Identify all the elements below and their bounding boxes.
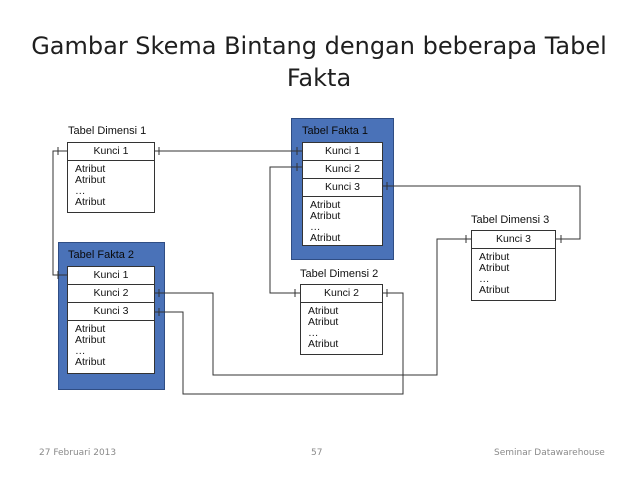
fakta1-key-1: Kunci 1 (303, 143, 382, 161)
fakta2-attributes (68, 321, 154, 368)
dim3-attr-4: Atribut (479, 284, 510, 296)
dim1-attributes (68, 161, 154, 208)
footer-date: 27 Februari 2013 (39, 448, 117, 458)
dim2-attr-2: Atribut (308, 316, 339, 328)
dim2-name: Tabel Dimensi 2 (300, 268, 379, 280)
dim2-key-1: Kunci 2 (301, 285, 382, 303)
fakta1-key-2: Kunci 2 (303, 161, 382, 179)
slide-title-line-2: Fakta (286, 64, 352, 92)
dim3-attr-2: Atribut (479, 262, 510, 274)
dim1-attr-3: … (75, 185, 86, 197)
dim1-attr-4: Atribut (75, 196, 106, 208)
dim1-name: Tabel Dimensi 1 (68, 125, 147, 137)
dim1-key-1: Kunci 1 (68, 143, 154, 161)
dim1-attr-1: Atribut (75, 163, 106, 175)
fakta2-attr-2: Atribut (75, 334, 106, 346)
dim3-attributes (472, 249, 555, 296)
dim3-attr-3: … (479, 273, 490, 285)
dim2-attr-4: Atribut (308, 338, 339, 350)
fakta1-attr-2: Atribut (310, 210, 341, 222)
fakta1-attributes (303, 197, 382, 244)
fakta1-attr-3: … (310, 221, 321, 233)
link-fakta1-dim2 (270, 167, 302, 293)
dim2-table (300, 284, 383, 355)
fakta2-attr-4: Atribut (75, 356, 106, 368)
dim3-name: Tabel Dimensi 3 (471, 214, 550, 226)
dim3-attr-1: Atribut (479, 251, 510, 263)
fakta2-table (67, 266, 155, 374)
fakta2-attr-3: … (75, 345, 86, 357)
slide-title-line-1: Gambar Skema Bintang dengan beberapa Tabel (31, 32, 607, 60)
fakta2-key-2: Kunci 2 (68, 285, 154, 303)
dim2-attr-3: … (308, 327, 319, 339)
fakta2-name: Tabel Fakta 2 (68, 249, 135, 261)
dim3-key-1: Kunci 3 (472, 231, 555, 249)
link-dim1-fakta2 (53, 151, 67, 275)
footer-event: Seminar Datawarehouse (494, 448, 605, 458)
dim1-attr-2: Atribut (75, 174, 106, 186)
fakta2-key-3: Kunci 3 (68, 303, 154, 321)
dim2-attributes (301, 303, 382, 350)
fakta1-attr-1: Atribut (310, 199, 341, 211)
dim3-table (471, 230, 556, 301)
footer-page-number: 57 (311, 448, 323, 458)
fakta2-attr-1: Atribut (75, 323, 106, 335)
fakta2-key-1: Kunci 1 (68, 267, 154, 285)
fakta1-table (302, 142, 383, 246)
fakta1-attr-4: Atribut (310, 232, 341, 244)
dim1-table (67, 142, 155, 213)
fakta1-name: Tabel Fakta 1 (302, 125, 369, 137)
dim2-attr-1: Atribut (308, 305, 339, 317)
fakta1-key-3: Kunci 3 (303, 179, 382, 197)
